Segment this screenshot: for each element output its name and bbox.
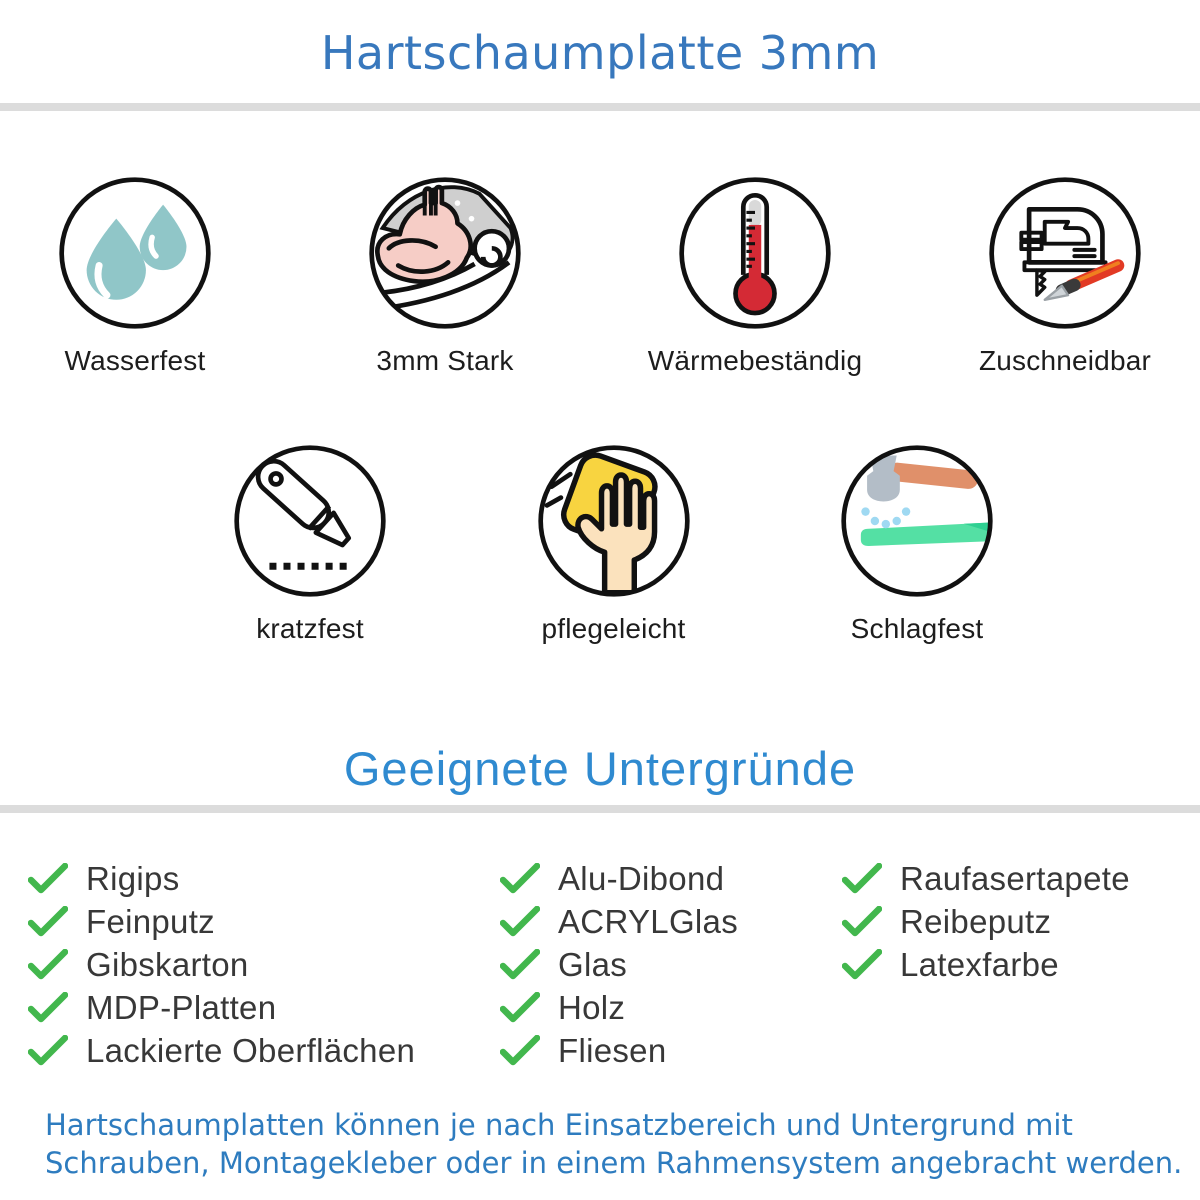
checkmark-icon <box>28 949 68 981</box>
checkmark-icon <box>28 863 68 895</box>
checkmark-icon <box>842 906 882 938</box>
substrate-label: Holz <box>558 988 626 1026</box>
feature-label: pflegeleicht <box>541 613 686 644</box>
hammer-icon <box>839 443 995 599</box>
divider-middle <box>0 805 1200 813</box>
substrate-label: Alu-Dibond <box>558 859 725 897</box>
checkmark-icon <box>842 949 882 981</box>
checkmark-icon <box>500 1035 540 1067</box>
divider-top <box>0 103 1200 111</box>
feature-easy-care <box>529 443 699 645</box>
list-item <box>28 986 500 1029</box>
mounting-footnote <box>0 1106 1200 1182</box>
checkmark-icon <box>28 906 68 938</box>
list-item <box>500 943 842 986</box>
substrate-label: ACRYLGlas <box>558 902 738 940</box>
feature-label: Wasserfest <box>64 345 206 376</box>
feature-cuttable <box>980 175 1150 377</box>
feature-label: 3mm Stark <box>376 345 514 376</box>
list-item <box>28 900 500 943</box>
checkmark-icon <box>842 863 882 895</box>
checkmark-icon <box>500 949 540 981</box>
substrate-label: Lackierte Oberflächen <box>86 1031 416 1069</box>
feature-label: kratzfest <box>256 613 364 644</box>
water-drops-icon <box>57 175 213 331</box>
list-item <box>842 857 1200 900</box>
utility-knife-icon <box>232 443 388 599</box>
list-item <box>28 1029 500 1072</box>
list-item <box>500 900 842 943</box>
substrate-label: Fliesen <box>558 1031 667 1069</box>
list-item <box>500 1029 842 1072</box>
substrates-column-2 <box>500 857 842 1072</box>
feature-label: Wärmebeständig <box>647 345 863 376</box>
page-title: Hartschaumplatte 3mm <box>320 26 880 80</box>
substrate-label: Gibskarton <box>86 945 249 983</box>
feature-label: Zuschneidbar <box>978 345 1152 376</box>
feature-row-2 <box>0 443 1200 645</box>
list-item <box>28 943 500 986</box>
feature-label: Schlagfest <box>850 613 984 644</box>
jigsaw-cutter-icon <box>987 175 1143 331</box>
muscle-arm-icon <box>367 175 523 331</box>
substrates-column-3 <box>842 857 1200 1072</box>
feature-3mm-strong <box>360 175 530 377</box>
substrate-label: Raufasertapete <box>900 859 1130 897</box>
feature-waterproof <box>50 175 220 377</box>
footnote-line-1: Hartschaumplatten können je nach Einsatzbereich und Untergrund mit <box>45 1108 1073 1142</box>
cleaning-hand-icon <box>536 443 692 599</box>
substrate-label: Feinputz <box>86 902 215 940</box>
checkmark-icon <box>28 992 68 1024</box>
section-title: Geeignete Untergründe <box>343 742 857 795</box>
checkmark-icon <box>500 863 540 895</box>
substrates-column-1 <box>28 857 500 1072</box>
feature-heat-resistant <box>647 175 863 377</box>
checkmark-icon <box>500 906 540 938</box>
feature-impact-resistant <box>832 443 1002 645</box>
list-item <box>842 900 1200 943</box>
substrate-label: MDP-Platten <box>86 988 277 1026</box>
checkmark-icon <box>28 1035 68 1067</box>
substrate-label: Glas <box>558 945 628 983</box>
substrates-checklist <box>0 857 1200 1072</box>
thermometer-icon <box>677 175 833 331</box>
substrate-label: Rigips <box>86 859 180 897</box>
list-item <box>500 986 842 1029</box>
checkmark-icon <box>500 992 540 1024</box>
footnote-line-2: Schrauben, Montagekleber oder in einem Rahmensystem angebracht werden. <box>45 1146 1183 1180</box>
list-item <box>500 857 842 900</box>
feature-row-1 <box>0 175 1200 377</box>
substrate-label: Reibeputz <box>900 902 1052 940</box>
substrate-label: Latexfarbe <box>900 945 1059 983</box>
list-item <box>28 857 500 900</box>
feature-scratch-resistant <box>225 443 395 645</box>
list-item <box>842 943 1200 986</box>
